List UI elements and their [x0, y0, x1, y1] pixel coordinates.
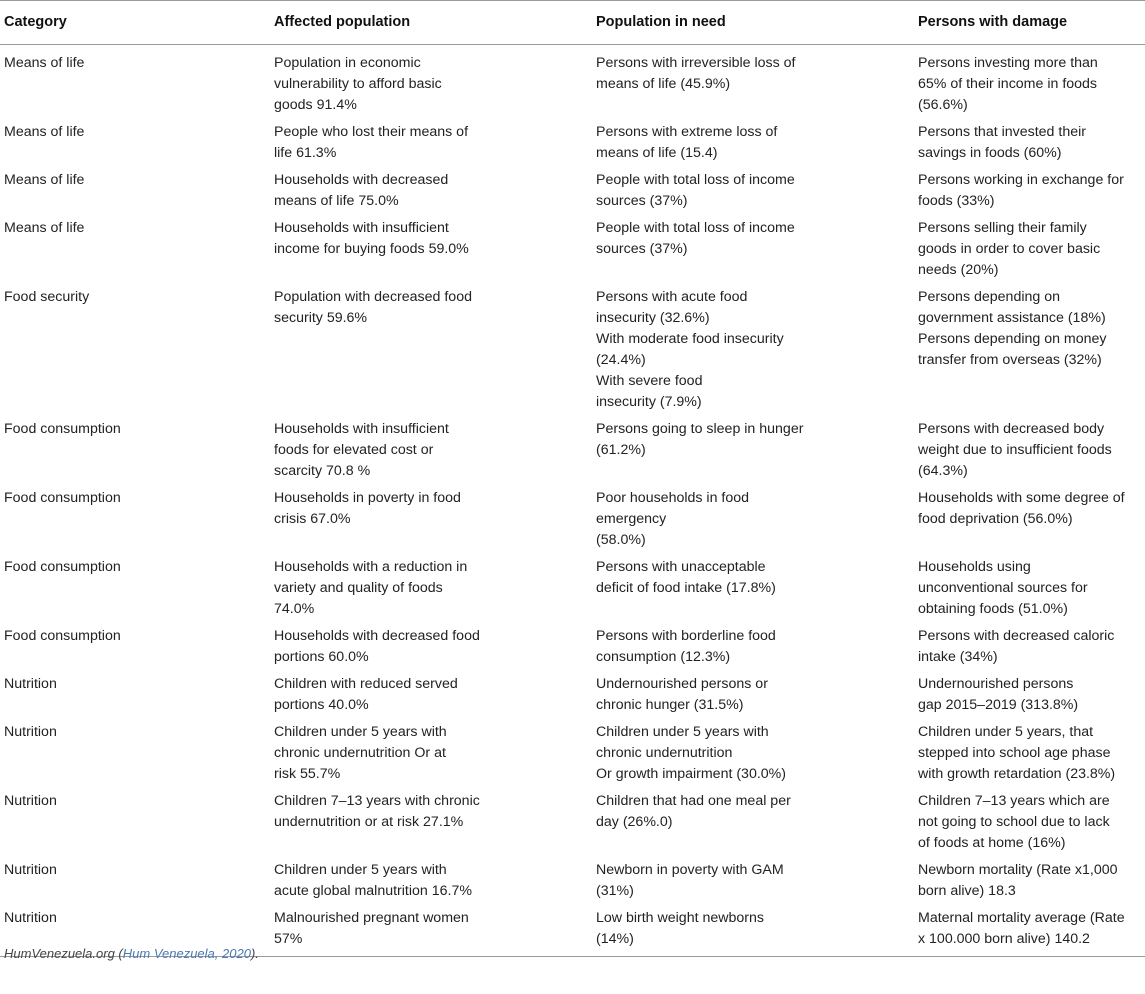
need-cell — [592, 720, 914, 789]
table-header-row — [0, 1, 1145, 45]
category-cell: Food security — [4, 289, 90, 305]
category-cell: Food consumption — [4, 421, 121, 437]
cell-line: food deprivation (56.0%) — [918, 511, 1073, 527]
cell-line: Undernourished persons or — [596, 676, 768, 692]
category-cell: Nutrition — [4, 676, 57, 692]
cell-line: stepped into school age phase — [918, 745, 1111, 761]
cell-line: Children under 5 years with — [596, 724, 769, 740]
cell-line: Undernourished persons — [918, 676, 1074, 692]
cell-line: scarcity 70.8 % — [274, 463, 371, 479]
cell-line: Persons going to sleep in hunger — [596, 421, 804, 437]
cell-line: deficit of food intake (17.8%) — [596, 580, 776, 596]
cell-line: savings in foods (60%) — [918, 145, 1062, 161]
cell-line: Persons depending on — [918, 289, 1060, 305]
damage-cell — [914, 555, 1145, 624]
cell-line: Newborn mortality (Rate x1,000 — [918, 862, 1118, 878]
cell-line: Children under 5 years with — [274, 724, 447, 740]
category-cell: Nutrition — [4, 862, 57, 878]
need-cell — [592, 168, 914, 216]
table-row — [0, 120, 1145, 168]
category-cell: Means of life — [4, 220, 85, 236]
cell-line: chronic hunger (31.5%) — [596, 697, 744, 713]
cell-line: Population with decreased food — [274, 289, 472, 305]
table-row — [0, 789, 1145, 858]
category-cell: Nutrition — [4, 724, 57, 740]
damage-cell — [914, 168, 1145, 216]
damage-cell — [914, 216, 1145, 285]
affected-cell — [270, 672, 592, 720]
cell-line: (61.2%) — [596, 442, 646, 458]
damage-cell — [914, 45, 1145, 121]
damage-cell — [914, 906, 1145, 957]
cell-line: income for buying foods 59.0% — [274, 241, 469, 257]
affected-cell — [270, 216, 592, 285]
affected-cell — [270, 624, 592, 672]
cell-line: Children under 5 years, that — [918, 724, 1094, 740]
affected-cell — [270, 285, 592, 417]
cell-line: portions 60.0% — [274, 649, 369, 665]
cell-line: Persons depending on money — [918, 331, 1107, 347]
cell-line: (58.0%) — [596, 532, 646, 548]
affected-cell — [270, 45, 592, 121]
cell-line: weight due to insufficient foods — [918, 442, 1112, 458]
cell-line: Maternal mortality average (Rate — [918, 910, 1125, 926]
cell-line: Or growth impairment (30.0%) — [596, 766, 787, 782]
cell-line: Persons with decreased caloric — [918, 628, 1115, 644]
affected-cell — [270, 486, 592, 555]
cell-line: sources (37%) — [596, 193, 688, 209]
cell-line: gap 2015–2019 (313.8%) — [918, 697, 1079, 713]
source-close: ). — [250, 946, 259, 961]
cell-line: Households using — [918, 559, 1031, 575]
affected-cell — [270, 555, 592, 624]
damage-cell — [914, 285, 1145, 417]
damage-cell — [914, 858, 1145, 906]
damage-cell — [914, 417, 1145, 486]
need-cell — [592, 789, 914, 858]
cell-line: born alive) 18.3 — [918, 883, 1016, 899]
need-cell — [592, 417, 914, 486]
cell-line: 74.0% — [274, 601, 315, 617]
table-row — [0, 672, 1145, 720]
cell-line: Children that had one meal per — [596, 793, 791, 809]
cell-line: life 61.3% — [274, 145, 337, 161]
need-cell — [592, 120, 914, 168]
cell-line: Households with insufficient — [274, 421, 449, 437]
cell-line: Poor households in food — [596, 490, 750, 506]
cell-line: intake (34%) — [918, 649, 998, 665]
category-cell: Nutrition — [4, 793, 57, 809]
damage-cell — [914, 720, 1145, 789]
cell-line: means of life 75.0% — [274, 193, 399, 209]
cell-line: Households with insufficient — [274, 220, 449, 236]
damage-cell — [914, 486, 1145, 555]
cell-line: Children under 5 years with — [274, 862, 447, 878]
cell-line: x 100.000 born alive) 140.2 — [918, 931, 1090, 947]
category-cell: Means of life — [4, 55, 85, 71]
cell-line: 57% — [274, 931, 303, 947]
cell-line: Children 7–13 years which are — [918, 793, 1110, 809]
table-row — [0, 216, 1145, 285]
damage-cell — [914, 624, 1145, 672]
category-cell: Food consumption — [4, 559, 121, 575]
need-cell — [592, 624, 914, 672]
category-cell: Food consumption — [4, 628, 121, 644]
cell-line: foods (33%) — [918, 193, 995, 209]
category-cell: Food consumption — [4, 490, 121, 506]
category-cell: Nutrition — [0, 906, 270, 957]
need-cell — [592, 216, 914, 285]
cell-line: Persons investing more than — [918, 55, 1098, 71]
header-category: Category — [0, 1, 270, 45]
header-population-in-need: Population in need — [592, 1, 914, 45]
cell-line: consumption (12.3%) — [596, 649, 731, 665]
cell-line: government assistance (18%) — [918, 310, 1106, 326]
category-cell: Means of life — [4, 124, 85, 140]
table-row — [0, 858, 1145, 906]
cell-line: vulnerability to afford basic — [274, 76, 442, 92]
cell-line: Persons with decreased body — [918, 421, 1105, 437]
cell-line: (31%) — [596, 883, 634, 899]
table-row — [0, 168, 1145, 216]
cell-line: of foods at home (16%) — [918, 835, 1066, 851]
cell-line: sources (37%) — [596, 241, 688, 257]
need-cell — [592, 906, 914, 957]
cell-line: goods 91.4% — [274, 97, 357, 113]
need-cell — [592, 672, 914, 720]
cell-line: Households with a reduction in — [274, 559, 468, 575]
need-cell — [592, 555, 914, 624]
affected-cell — [270, 417, 592, 486]
cell-line: Low birth weight newborns — [596, 910, 764, 926]
table-row — [0, 417, 1145, 486]
cell-line: Persons that invested their — [918, 124, 1086, 140]
cell-line: Children with reduced served — [274, 676, 458, 692]
table-row — [0, 624, 1145, 672]
cell-line: security 59.6% — [274, 310, 368, 326]
affected-cell — [270, 720, 592, 789]
cell-line: Newborn in poverty with GAM — [596, 862, 784, 878]
affected-cell — [270, 168, 592, 216]
cell-line: People with total loss of income — [596, 172, 795, 188]
affected-cell — [270, 120, 592, 168]
cell-line: risk 55.7% — [274, 766, 341, 782]
cell-line: chronic undernutrition Or at — [274, 745, 446, 761]
header-persons-with-damage: Persons with damage — [914, 1, 1145, 45]
affected-cell — [270, 906, 592, 957]
cell-line: (24.4%) — [596, 352, 646, 368]
cell-line: insecurity (32.6%) — [596, 310, 710, 326]
cell-line: Persons selling their family — [918, 220, 1087, 236]
cell-line: Malnourished pregnant women — [274, 910, 469, 926]
source-note — [4, 946, 259, 961]
cell-line: People who lost their means of — [274, 124, 469, 140]
affected-cell — [270, 789, 592, 858]
table-row — [0, 720, 1145, 789]
cell-line: means of life (45.9%) — [596, 76, 731, 92]
table-row — [0, 486, 1145, 555]
table-row — [0, 285, 1145, 417]
header-affected-population: Affected population — [270, 1, 592, 45]
cell-line: Households with decreased — [274, 172, 449, 188]
cell-line: acute global malnutrition 16.7% — [274, 883, 472, 899]
need-cell — [592, 45, 914, 121]
cell-line: Persons with extreme loss of — [596, 124, 778, 140]
cell-line: variety and quality of foods — [274, 580, 443, 596]
cell-line: People with total loss of income — [596, 220, 795, 236]
source-open: ( — [114, 946, 123, 961]
cell-line: Persons working in exchange for — [918, 172, 1124, 188]
cell-line: With moderate food insecurity — [596, 331, 784, 347]
cell-line: (14%) — [596, 931, 634, 947]
cell-line: With severe food — [596, 373, 703, 389]
cell-line: unconventional sources for — [918, 580, 1088, 596]
cell-line: means of life (15.4) — [596, 145, 718, 161]
source-citation-link[interactable]: Hum Venezuela, 2020 — [122, 946, 251, 961]
cell-line: chronic undernutrition — [596, 745, 733, 761]
cell-line: day (26%.0) — [596, 814, 673, 830]
need-cell — [592, 486, 914, 555]
table-body — [0, 45, 1145, 957]
cell-line: emergency — [596, 511, 667, 527]
damage-cell — [914, 120, 1145, 168]
cell-line: Population in economic — [274, 55, 421, 71]
cell-line: portions 40.0% — [274, 697, 369, 713]
damage-cell — [914, 672, 1145, 720]
cell-line: Households with some degree of — [918, 490, 1125, 506]
cell-line: with growth retardation (23.8%) — [918, 766, 1116, 782]
cell-line: 65% of their income in foods — [918, 76, 1098, 92]
need-cell — [592, 285, 914, 417]
cell-line: undernutrition or at risk 27.1% — [274, 814, 464, 830]
cell-line: obtaining foods (51.0%) — [918, 601, 1068, 617]
cell-line: Households in poverty in food — [274, 490, 461, 506]
cell-line: foods for elevated cost or — [274, 442, 434, 458]
cell-line: goods in order to cover basic — [918, 241, 1101, 257]
cell-line: (64.3%) — [918, 463, 968, 479]
cell-line: crisis 67.0% — [274, 511, 351, 527]
cell-line: Households with decreased food — [274, 628, 480, 644]
need-cell — [592, 858, 914, 906]
cell-line: Persons with acute food — [596, 289, 748, 305]
cell-line: (56.6%) — [918, 97, 968, 113]
cell-line: Persons with irreversible loss of — [596, 55, 796, 71]
damage-cell — [914, 789, 1145, 858]
table-row — [0, 555, 1145, 624]
source-site: HumVenezuela.org — [4, 946, 115, 961]
cell-line: insecurity (7.9%) — [596, 394, 702, 410]
category-cell: Means of life — [4, 172, 85, 188]
table-row — [0, 45, 1145, 121]
cell-line: Persons with borderline food — [596, 628, 776, 644]
cell-line: transfer from overseas (32%) — [918, 352, 1102, 368]
cell-line: needs (20%) — [918, 262, 999, 278]
affected-cell — [270, 858, 592, 906]
cell-line: Persons with unacceptable — [596, 559, 766, 575]
cell-line: Children 7–13 years with chronic — [274, 793, 480, 809]
cell-line: not going to school due to lack — [918, 814, 1110, 830]
